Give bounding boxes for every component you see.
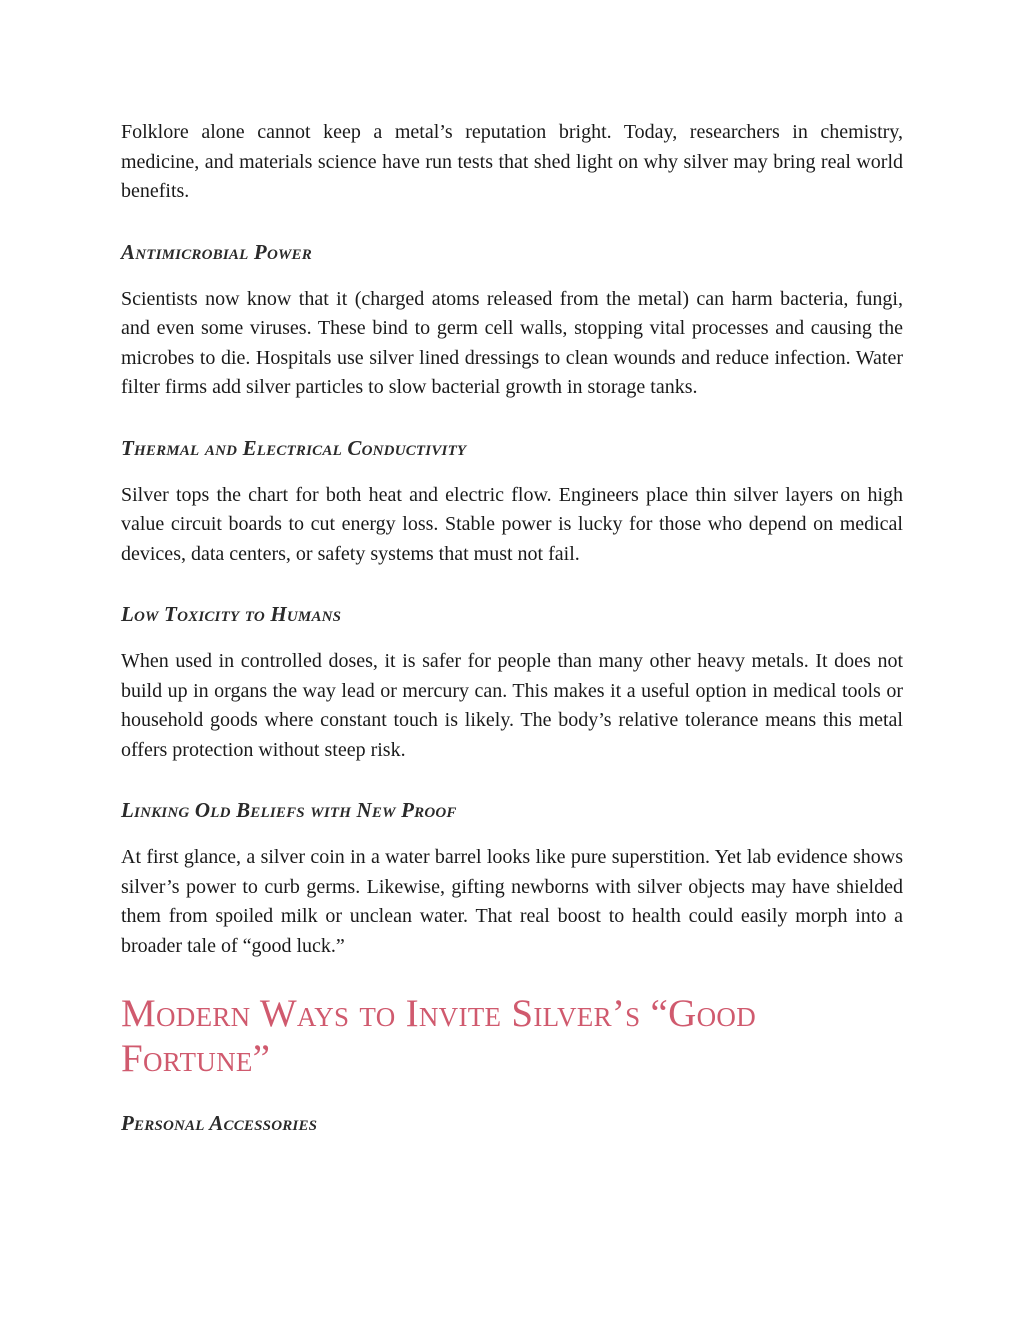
heading-thermal-electrical-conductivity: Thermal and Electrical Conductivity (121, 435, 467, 460)
document-page (121, 118, 903, 1136)
heading-personal-accessories: Personal Accessories (121, 1111, 318, 1135)
paragraph-thermal-electrical-conductivity: Silver tops the chart for both heat and electric flow. Engineers place thin silver layers on high value circuit boards to cut energy loss. Stable power is lucky for those who depend on medical devices, data centers, or safety systems that must not fail. (121, 483, 903, 565)
paragraph-low-toxicity: When used in controlled doses, it is safer for people than many other heavy metals. It does not build up in organs the way lead or mercury can. This makes it a useful option in medical tools or household goods where constant touch is likely. The body’s relative tolerance means this metal offers protection without steep risk. (121, 650, 903, 761)
intro-paragraph: Folklore alone cannot keep a metal’s reputation bright. Today, researchers in chemistry, medicine, and materials science have run tests that shed light on why silver may bring real world benefits. (121, 121, 903, 202)
paragraph-antimicrobial-power: Scientists now know that it (charged atoms released from the metal) can harm bacteria, fungi, and even some viruses. These bind to germ cell walls, stopping vital processes and causing the microbes to die. Hospitals use silver lined dressings to clean wounds and reduce infection. Water filter firms add silver particles to slow bacterial growth in storage tanks. (121, 287, 903, 398)
heading-antimicrobial-power: Antimicrobial Power (121, 239, 312, 264)
heading-low-toxicity: Low Toxicity to Humans (121, 602, 342, 626)
heading-linking-old-beliefs: Linking Old Beliefs with New Proof (121, 798, 457, 822)
paragraph-linking-old-beliefs: At first glance, a silver coin in a water barrel looks like pure superstition. Yet lab evidence shows silver’s power to curb germs. Likewise, gifting newborns with silver objects may have shielded them from spoiled milk or unclean water. That real boost to health could easily morph into a broader tale of “good luck.” (121, 846, 903, 957)
heading-modern-ways: Modern Ways to Invite Silver’s “Good Fortune” (121, 992, 756, 1080)
